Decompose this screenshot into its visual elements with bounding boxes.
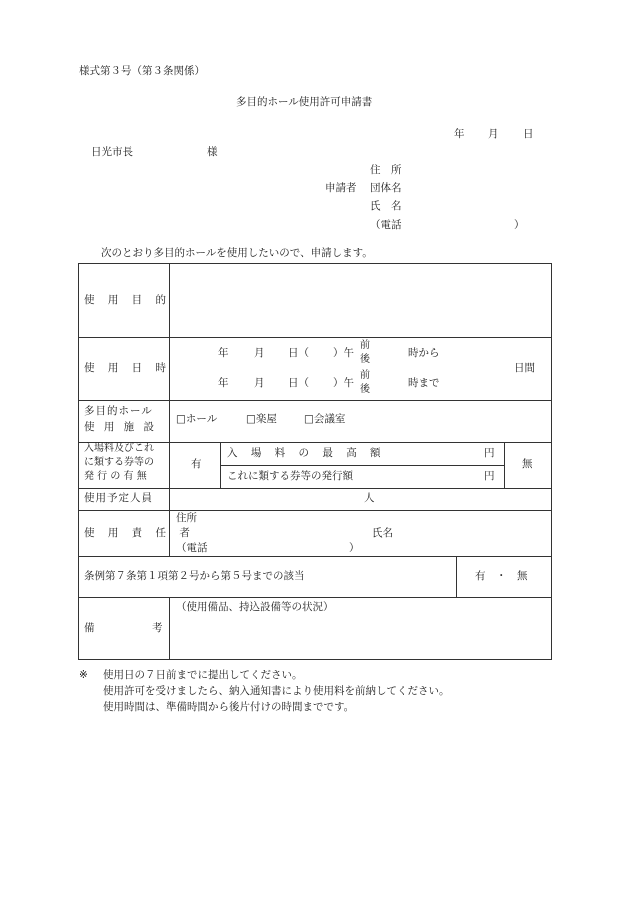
purpose-field[interactable]: [172, 266, 550, 335]
facility-option-hall[interactable]: □ホール: [176, 413, 218, 425]
fee-max-label: 入 場 料 の 最 高 額: [227, 447, 386, 459]
start-weekday-close: ）午: [333, 347, 354, 359]
responsible-phone-open: （電話: [176, 542, 208, 554]
end-month[interactable]: 月: [254, 377, 265, 389]
end-am[interactable]: 前: [360, 370, 370, 381]
date-year[interactable]: 年: [454, 128, 465, 140]
applicant-phone-open: （電話: [370, 219, 402, 231]
row-divider: [78, 556, 552, 557]
fee-similar-yen: 円: [484, 470, 495, 482]
row-divider: [78, 337, 552, 338]
responsible-label: 使 用 責 任 者: [84, 527, 195, 539]
note-line-2: 使用許可を受けましたら、納入通知書により使用料を前納してください。: [103, 685, 450, 697]
end-year[interactable]: 年: [218, 377, 229, 389]
responsible-phone-close: ）: [349, 542, 360, 554]
remarks-label-char1: 備: [84, 622, 95, 634]
days-label: 日間: [514, 362, 535, 374]
fee-no-option[interactable]: 無: [522, 458, 533, 470]
label-column-divider: [169, 263, 170, 556]
fee-label-line1: 入場料及びこれ: [84, 443, 154, 454]
fee-label-line3: 発 行 の 有 無: [84, 471, 147, 482]
end-day[interactable]: 日（: [288, 377, 309, 389]
start-day[interactable]: 日（: [288, 347, 309, 359]
people-label: 使用予定人員: [84, 492, 153, 504]
fee-inner-divider: [220, 465, 504, 466]
addressee: 日光市長: [91, 146, 133, 158]
applicant-phone-close: ）: [514, 219, 525, 231]
responsible-address-label: 住所: [176, 512, 197, 524]
start-month[interactable]: 月: [254, 347, 265, 359]
end-weekday-close: ）午: [333, 377, 354, 389]
date-day[interactable]: 日: [523, 128, 534, 140]
end-time-label: 時まで: [408, 377, 440, 389]
purpose-label: 使 用 目 的: [84, 294, 172, 306]
ordinance-column-divider: [456, 556, 457, 597]
facility-label-line1: 多目的ホール: [84, 405, 153, 417]
responsible-name-label: 氏名: [372, 527, 393, 539]
note-mark: ※: [79, 669, 88, 681]
fee-max-yen: 円: [484, 447, 495, 459]
applicant-label: 申請者: [325, 182, 357, 194]
people-unit: 人: [364, 492, 375, 504]
date-month[interactable]: 月: [488, 128, 499, 140]
fee-similar-label: これに類する券等の発行額: [227, 470, 353, 482]
start-year[interactable]: 年: [218, 347, 229, 359]
note-line-1: 使用日の７日前までに提出してください。: [103, 669, 303, 681]
document-title: 多目的ホール使用許可申請書: [236, 96, 373, 108]
form-number: 様式第３号（第３条関係）: [79, 65, 205, 77]
end-pm[interactable]: 後: [360, 384, 370, 395]
applicant-name-label: 氏 名: [370, 200, 402, 212]
applicant-address-label: 住 所: [370, 164, 402, 176]
start-time-label: 時から: [408, 347, 440, 359]
remarks-field[interactable]: [172, 616, 550, 658]
row-divider: [78, 510, 552, 511]
row-divider: [78, 488, 552, 489]
intro-text: 次のとおり多目的ホールを使用したいので、申請します。: [101, 247, 373, 259]
remarks-hint: （使用備品、持込設備等の状況）: [176, 601, 334, 613]
facility-option-meeting-room[interactable]: □会議室: [304, 413, 346, 425]
honorific: 様: [207, 146, 218, 158]
datetime-label: 使 用 日 時: [84, 362, 172, 374]
remarks-label-char2: 考: [152, 622, 163, 634]
ordinance-text: 条例第７条第１項第２号から第５号までの該当: [84, 570, 305, 582]
ordinance-yes-no[interactable]: 有 ・ 無: [475, 570, 528, 582]
row-divider: [78, 597, 552, 598]
fee-yes-option[interactable]: 有: [191, 458, 202, 470]
label-column-divider: [169, 597, 170, 660]
facility-option-dressing-room[interactable]: □楽屋: [246, 413, 277, 425]
applicant-org-label: 団体名: [370, 182, 402, 194]
fee-label-line2: に類する券等の: [84, 457, 154, 468]
fee-column-divider: [504, 442, 505, 488]
start-am[interactable]: 前: [360, 340, 370, 351]
start-pm[interactable]: 後: [360, 354, 370, 365]
facility-label-line2: 使 用 施 設: [84, 421, 158, 433]
note-line-3: 使用時間は、準備時間から後片付けの時間までです。: [103, 701, 355, 713]
fee-column-divider: [220, 442, 221, 488]
row-divider: [78, 400, 552, 401]
